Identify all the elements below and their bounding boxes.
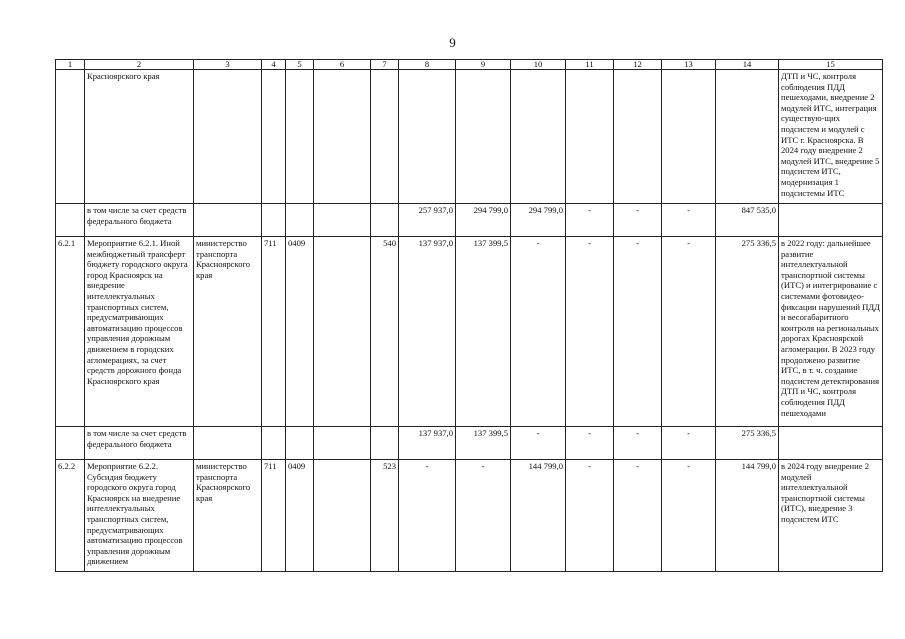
cell-value: 257 937,0 xyxy=(399,204,456,237)
table-row-6-2-1 xyxy=(56,237,883,427)
header-row xyxy=(56,60,883,70)
cell-value: 137 399,5 xyxy=(456,237,511,427)
cell-rzpr: 0409 xyxy=(286,237,314,427)
cell-result: в 2024 году внедрение 2 модулей интеллектуальной транспортной системы (ИТС), внедрение 3 подсистем ИТС xyxy=(779,460,883,572)
cell-value: - xyxy=(456,460,511,572)
cell-value: - xyxy=(511,237,566,427)
cell-value: - xyxy=(662,427,716,460)
cell-description: Мероприятие 6.2.2. Субсидия бюджету городского округа город Красноярск на внедрение интеллектуальных транспортных систем, предусматривающих автоматизацию процессов управления дорожным движением xyxy=(85,460,194,572)
cell-result: ДТП и ЧС, контроля соблюдения ПДД пешеходами, внедрение 2 модулей ИТС, интеграция существую-щих подсистем и модулей с ИТС г. Красноярска. В 2024 году внедрение 2 модулей ИТС, внедрение 5 подсистем ИТС, модернизация 1 подсистемы ИТС xyxy=(779,70,883,204)
col-header: 13 xyxy=(662,60,716,70)
col-header: 5 xyxy=(286,60,314,70)
cell-value: - xyxy=(614,460,662,572)
table-row-6-2-2 xyxy=(56,460,883,572)
cell-value: - xyxy=(566,204,614,237)
col-header: 10 xyxy=(511,60,566,70)
cell-value: - xyxy=(511,427,566,460)
col-header: 6 xyxy=(314,60,371,70)
table-row-federal-2 xyxy=(56,427,883,460)
cell-number: 6.2.1 xyxy=(56,237,85,427)
cell-value: - xyxy=(662,237,716,427)
cell-total: 275 336,5 xyxy=(716,237,779,427)
col-header: 15 xyxy=(779,60,883,70)
cell-description: в том числе за счет средств федерального бюджета xyxy=(85,427,194,460)
cell-rzpr: 0409 xyxy=(286,460,314,572)
cell-value: 137 937,0 xyxy=(399,427,456,460)
cell-value: - xyxy=(566,237,614,427)
budget-table xyxy=(55,59,883,572)
cell-total: 847 535,0 xyxy=(716,204,779,237)
cell-result: в 2022 году: дальнейшее развитие интеллектуальной транспортной системы (ИТС) и интегрирование с системами фотовидео-фиксации нарушений ПДД и весогабаритного контроля на региональных дорогах Красноярской агломерации. В 2023 году продолжено развитие ИТС, в т. ч. создание подсистем детектирования ДТП и ЧС, контроля соблюдения ПДД пешеходами xyxy=(779,237,883,427)
cell-value: 137 937,0 xyxy=(399,237,456,427)
col-header: 11 xyxy=(566,60,614,70)
cell-value: - xyxy=(614,427,662,460)
cell-vr: 540 xyxy=(371,237,399,427)
cell-description: в том числе за счет средств федерального бюджета xyxy=(85,204,194,237)
col-header: 9 xyxy=(456,60,511,70)
cell-value: - xyxy=(399,460,456,572)
cell-vr: 523 xyxy=(371,460,399,572)
table-row-federal-1 xyxy=(56,204,883,237)
cell-csr xyxy=(314,237,371,427)
col-header: 14 xyxy=(716,60,779,70)
cell-value: 294 799,0 xyxy=(511,204,566,237)
cell-description: Красноярского края xyxy=(85,70,194,204)
table-row-continuation xyxy=(56,70,883,204)
page-number: 9 xyxy=(449,35,456,50)
cell-value: - xyxy=(566,427,614,460)
col-header: 2 xyxy=(85,60,194,70)
col-header: 7 xyxy=(371,60,399,70)
cell-description: Мероприятие 6.2.1. Иной межбюджетный трансферт бюджету городского округа город Красноярск на внедрение интеллектуальных транспортных систем, предусматривающих автоматизацию процессов управления дорожным движением в городских агломерациях, за счет средств дорожного фонда Красноярского края xyxy=(85,237,194,427)
cell-total: 144 799,0 xyxy=(716,460,779,572)
cell-grbs: 711 xyxy=(262,237,286,427)
cell-responsible: министерство транспорта Красноярского края xyxy=(194,460,262,572)
col-header: 3 xyxy=(194,60,262,70)
cell-value: - xyxy=(566,460,614,572)
col-header: 12 xyxy=(614,60,662,70)
col-header: 4 xyxy=(262,60,286,70)
cell-value: - xyxy=(614,237,662,427)
cell-value: - xyxy=(662,204,716,237)
cell-value: - xyxy=(662,460,716,572)
cell-value: 144 799,0 xyxy=(511,460,566,572)
cell-responsible: министерство транспорта Красноярского края xyxy=(194,237,262,427)
col-header: 1 xyxy=(56,60,85,70)
col-header: 8 xyxy=(399,60,456,70)
cell-number: 6.2.2 xyxy=(56,460,85,572)
cell-value: - xyxy=(614,204,662,237)
cell-grbs: 711 xyxy=(262,460,286,572)
cell-value: 294 799,0 xyxy=(456,204,511,237)
cell-value: 137 399,5 xyxy=(456,427,511,460)
cell-csr xyxy=(314,460,371,572)
cell-total: 275 336,5 xyxy=(716,427,779,460)
